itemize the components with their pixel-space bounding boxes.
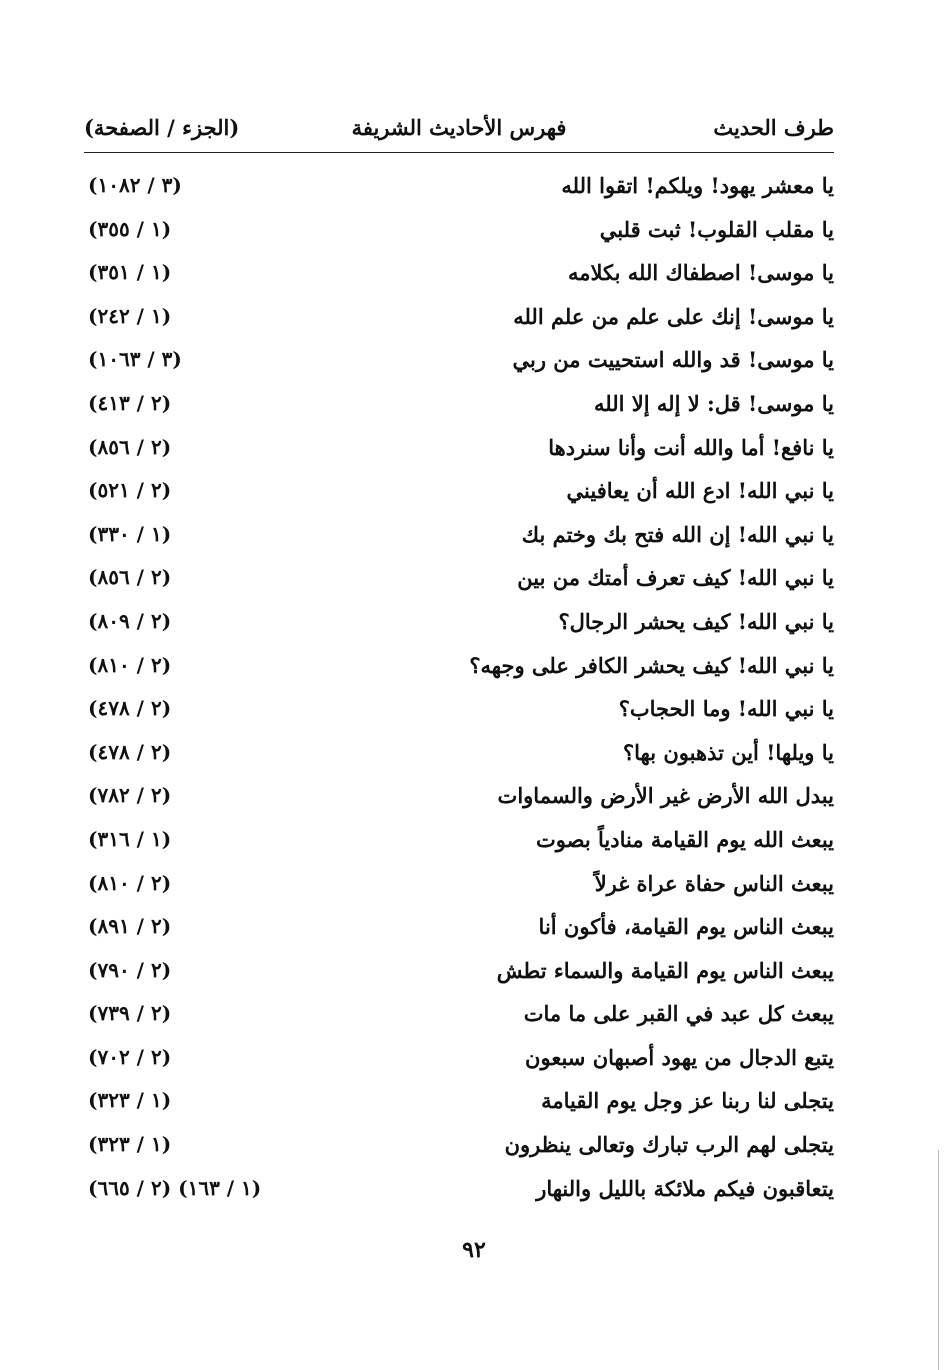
header-divider bbox=[84, 152, 834, 153]
index-entry bbox=[84, 208, 834, 252]
hadith-text: يا نبي الله! كيف تعرف أمتك من بين bbox=[517, 565, 834, 591]
index-entry bbox=[84, 382, 834, 426]
index-entry bbox=[84, 556, 834, 600]
volume-page-reference: (١ / ٣٥١) bbox=[88, 260, 172, 285]
volume-page-reference: (٢ / ٧٨٢) bbox=[88, 783, 172, 808]
volume-page-reference: (٢ / ٧٣٩) bbox=[88, 1001, 172, 1026]
index-entry bbox=[84, 774, 834, 818]
index-entry bbox=[84, 1079, 834, 1123]
index-entry bbox=[84, 1167, 834, 1211]
hadith-text: يا نافع! أما والله أنت وأنا سنردها bbox=[548, 434, 834, 460]
volume-page-reference: (٢ / ٤٧٨) bbox=[88, 739, 172, 764]
hadith-text: يتجلى لنا ربنا عز وجل يوم القيامة bbox=[541, 1088, 834, 1114]
hadith-text: يا معشر يهود! ويلكم! اتقوا الله bbox=[561, 173, 834, 198]
index-entry bbox=[84, 862, 834, 906]
index-entry bbox=[84, 949, 834, 993]
hadith-text: يا نبي الله! كيف يحشر الرجال؟ bbox=[558, 608, 834, 634]
hadith-text: يبعث الناس حفاة عراة غرلاً bbox=[594, 870, 834, 896]
hadith-text: يبعث الناس يوم القيامة والسماء تطش bbox=[496, 957, 834, 983]
header-column-title: طرف الحديث bbox=[713, 115, 834, 140]
hadith-text: يا موسى! اصطفاك الله بكلامه bbox=[567, 260, 834, 286]
page-number: ٩٢ bbox=[462, 1237, 486, 1263]
index-entry bbox=[84, 164, 834, 208]
index-entry bbox=[84, 1123, 834, 1167]
volume-page-reference: (١ / ٣٢٣) bbox=[88, 1088, 172, 1113]
index-entry bbox=[84, 687, 834, 731]
hadith-index-list bbox=[84, 164, 834, 1210]
volume-page-reference: (٢ / ٤١٣) bbox=[88, 390, 172, 415]
scan-edge-line bbox=[938, 1150, 939, 1370]
hadith-text: يتجلى لهم الرب تبارك وتعالى ينظرون bbox=[504, 1132, 834, 1158]
volume-page-reference: (١ / ٢٤٢) bbox=[88, 303, 172, 328]
hadith-text: يا موسى! قل: لا إله إلا الله bbox=[594, 390, 834, 416]
index-entry bbox=[84, 1036, 834, 1080]
volume-page-reference: (٢ / ٨٠٩) bbox=[88, 608, 172, 633]
index-entry bbox=[84, 600, 834, 644]
hadith-text: يا موسى! قد والله استحييت من ربي bbox=[512, 347, 834, 373]
volume-page-reference: (١ / ٣٥٥) bbox=[88, 216, 172, 241]
index-entry bbox=[84, 251, 834, 295]
hadith-text: يا نبي الله! إن الله فتح بك وختم بك bbox=[521, 521, 834, 547]
header-index-title: فهرس الأحاديث الشريفة bbox=[351, 115, 567, 140]
hadith-text: يبعث الناس يوم القيامة، فأكون أنا bbox=[538, 914, 834, 940]
hadith-text: يبدل الله الأرض غير الأرض والسماوات bbox=[497, 783, 834, 809]
index-entry bbox=[84, 731, 834, 775]
index-entry bbox=[84, 338, 834, 382]
index-entry bbox=[84, 469, 834, 513]
hadith-text: يا ويلها! أين تذهبون بها؟ bbox=[622, 739, 834, 765]
index-entry bbox=[84, 426, 834, 470]
index-entry bbox=[84, 295, 834, 339]
index-entry bbox=[84, 513, 834, 557]
volume-page-reference: (٣ / ١٠٦٣) bbox=[88, 347, 182, 372]
volume-page-reference: (٢ / ٤٧٨) bbox=[88, 696, 172, 721]
index-entry bbox=[84, 818, 834, 862]
volume-page-reference: (٢ / ٨٩١) bbox=[88, 914, 172, 939]
hadith-text: يا نبي الله! وما الحجاب؟ bbox=[618, 696, 834, 722]
volume-page-reference: (١ / ٣٣٠) bbox=[88, 521, 172, 546]
volume-page-reference: (٢ / ٥٢١) bbox=[88, 478, 172, 503]
volume-page-reference: (١ / ٣١٦) bbox=[88, 826, 172, 851]
volume-page-reference: (١ / ٣٢٣) bbox=[88, 1132, 172, 1157]
hadith-text: يتعاقبون فيكم ملائكة بالليل والنهار bbox=[536, 1175, 834, 1201]
hadith-text: يبعث كل عبد في القبر على ما مات bbox=[523, 1001, 834, 1027]
index-entry bbox=[84, 992, 834, 1036]
hadith-text: يبعث الله يوم القيامة منادياً بصوت bbox=[536, 826, 834, 852]
volume-page-reference: (٢ / ٨١٠) bbox=[88, 870, 172, 895]
index-entry bbox=[84, 644, 834, 688]
hadith-text: يا موسى! إنك على علم من علم الله bbox=[513, 303, 834, 329]
header-reference-title: (الجزء / الصفحة) bbox=[84, 115, 240, 140]
index-entry bbox=[84, 905, 834, 949]
volume-page-reference: (٢ / ٨٥٦) bbox=[88, 434, 172, 459]
hadith-text: يا مقلب القلوب! ثبت قلبي bbox=[599, 216, 834, 242]
hadith-text: يا نبي الله! كيف يحشر الكافر على وجهه؟ bbox=[469, 652, 834, 678]
hadith-text: يا نبي الله! ادع الله أن يعافيني bbox=[566, 478, 834, 504]
volume-page-reference: (٢ / ٧٩٠) bbox=[88, 957, 172, 982]
volume-page-reference: (١ / ١٦٣) (٢ / ٦٦٥) bbox=[88, 1175, 262, 1200]
running-header bbox=[84, 110, 834, 146]
volume-page-reference: (٣ / ١٠٨٢) bbox=[88, 173, 182, 197]
volume-page-reference: (٢ / ٨١٠) bbox=[88, 652, 172, 677]
hadith-text: يتبع الدجال من يهود أصبهان سبعون bbox=[525, 1044, 834, 1070]
volume-page-reference: (٢ / ٧٠٢) bbox=[88, 1044, 172, 1069]
volume-page-reference: (٢ / ٨٥٦) bbox=[88, 565, 172, 590]
